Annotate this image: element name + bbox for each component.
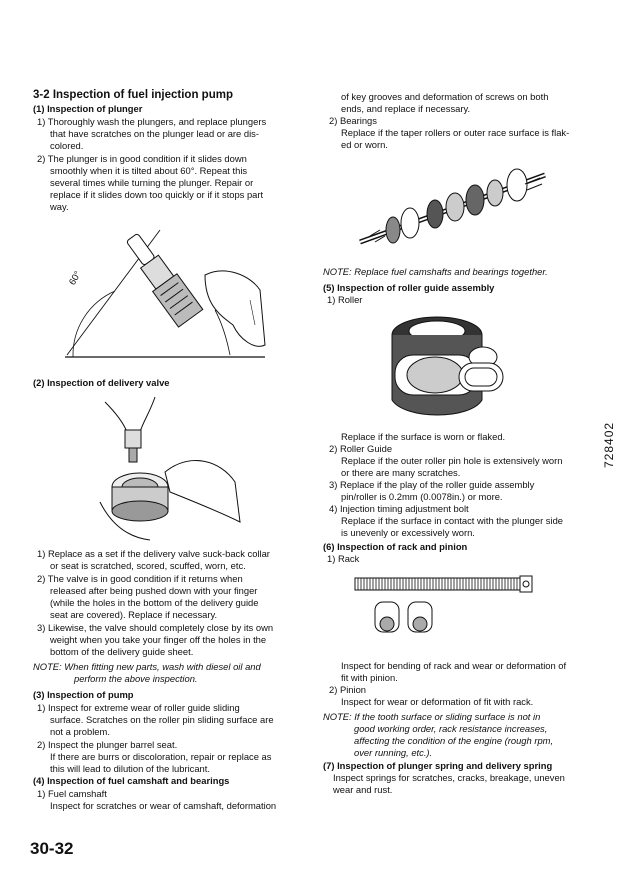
- camshaft-illustration: [355, 150, 555, 260]
- text-line: released after being pushed down with your finger: [50, 585, 258, 596]
- doc-code: 728402: [602, 421, 616, 468]
- text-line: not a problem.: [50, 726, 110, 737]
- text-line: fit with pinion.: [341, 672, 398, 683]
- plunger-heading: (1) Inspection of plunger: [33, 103, 143, 114]
- text-line: perform the above inspection.: [74, 673, 198, 684]
- text-line: (while the holes in the bottom of the delivery guide: [50, 597, 259, 608]
- pump-item-1: 1) Inspect for extreme wear of roller guide sliding: [37, 702, 240, 713]
- text-line: Inspect for wear or deformation of fit with rack.: [341, 696, 534, 707]
- plunger-item-1: 1) Thoroughly wash the plungers, and replace plungers: [37, 116, 267, 127]
- delivery-item-2: 2) The valve is in good condition if it returns when: [37, 573, 243, 584]
- plunger-tilt-illustration: [55, 215, 285, 375]
- pinion-item: 2) Pinion: [329, 684, 367, 695]
- text-line: weight when you take your finger off the holes in the: [50, 634, 267, 645]
- text-line: over running, etc.).: [354, 747, 433, 758]
- text-line: smoothly when it is tilted about 60°. Repeat this: [50, 165, 248, 176]
- bearings-item: 2) Bearings: [329, 115, 377, 126]
- springs-heading: (7) Inspection of plunger spring and delivery spring: [323, 760, 553, 771]
- camshaft-item-1: 1) Fuel camshaft: [37, 788, 107, 799]
- text-line: or seat is scratched, scored, scuffed, worn, etc.: [50, 560, 246, 571]
- text-line: good working order, rack resistance increases,: [354, 723, 548, 734]
- text-line: of key grooves and deformation of screws on both: [341, 91, 549, 102]
- page-number: 30-32: [30, 839, 74, 858]
- text-line: Inspect for scratches or wear of camshaft, deformation: [50, 800, 277, 811]
- text-line: ed or worn.: [341, 139, 388, 150]
- rack-item: 1) Rack: [327, 553, 360, 564]
- play-item: 3) Replace if the play of the roller guide assembly: [329, 479, 535, 490]
- roller-guide-item: 2) Roller Guide: [329, 443, 393, 454]
- text-line: or there are many scratches.: [341, 467, 461, 478]
- text-line: bottom of the delivery guide sheet.: [50, 646, 194, 657]
- delivery-item-3: 3) Likewise, the valve should completely close by its own: [37, 622, 274, 633]
- delivery-valve-heading: (2) Inspection of delivery valve: [33, 377, 170, 388]
- note-camshaft: NOTE: Replace fuel camshafts and bearings together.: [323, 266, 548, 277]
- text-line: Replace if the outer roller pin hole is extensively worn: [341, 455, 563, 466]
- text-line: wear and rust.: [333, 784, 393, 795]
- rack-pinion-illustration: [350, 572, 550, 644]
- text-line: several times while turning the plunger. Repair or: [50, 177, 254, 188]
- roller-guide-heading: (5) Inspection of roller guide assembly: [323, 282, 495, 293]
- pump-heading: (3) Inspection of pump: [33, 689, 134, 700]
- text-line: pin/roller is 0.2mm (0.0078in.) or more.: [341, 491, 503, 502]
- delivery-valve-illustration: [95, 392, 245, 542]
- text-line: If there are burrs or discoloration, repair or replace as: [50, 751, 272, 762]
- text-line: Replace if the surface in contact with the plunger side: [341, 515, 564, 526]
- roller-item: 1) Roller: [327, 294, 363, 305]
- text-line: ends, and replace if necessary.: [341, 103, 471, 114]
- text-line: is unevenly or excessively worn.: [341, 527, 475, 538]
- text-line: surface. Scratches on the roller pin sliding surface are: [50, 714, 274, 725]
- text-line: affecting the condition of the engine (rough rpm,: [354, 735, 554, 746]
- text-line: Inspect for bending of rack and wear or deformation of: [341, 660, 567, 671]
- rack-pinion-heading: (6) Inspection of rack and pinion: [323, 541, 468, 552]
- timing-bolt-item: 4) Injection timing adjustment bolt: [329, 503, 469, 514]
- text-line: seat are covered). Replace if necessary.: [50, 609, 218, 620]
- text-line: Inspect springs for scratches, cracks, breakage, uneven: [333, 772, 565, 783]
- roller-guide-illustration: [375, 305, 515, 430]
- text-line: way.: [50, 201, 69, 212]
- camshaft-heading: (4) Inspection of fuel camshaft and bearings: [33, 775, 230, 786]
- text-line: Replace if the taper rollers or outer race surface is flak-: [341, 127, 570, 138]
- text-line: colored.: [50, 140, 84, 151]
- text-line: replace if it slides down too quickly or if it stops part: [50, 189, 264, 200]
- note-rack: NOTE: If the tooth surface or sliding surface is not in: [323, 711, 541, 722]
- section-title: 3-2 Inspection of fuel injection pump: [33, 89, 233, 101]
- text-line: that have scratches on the plunger lead or are dis-: [50, 128, 259, 139]
- angle-label: 60°: [66, 268, 83, 287]
- pump-item-2: 2) Inspect the plunger barrel seat.: [37, 739, 178, 750]
- note-diesel: NOTE: When fitting new parts, wash with diesel oil and: [33, 661, 261, 672]
- text-line: Replace if the surface is worn or flaked.: [341, 431, 506, 442]
- text-line: this will lead to dilution of the lubricant.: [50, 763, 210, 774]
- plunger-item-2: 2) The plunger is in good condition if it slides down: [37, 153, 247, 164]
- delivery-item-1: 1) Replace as a set if the delivery valve suck-back collar: [37, 548, 270, 559]
